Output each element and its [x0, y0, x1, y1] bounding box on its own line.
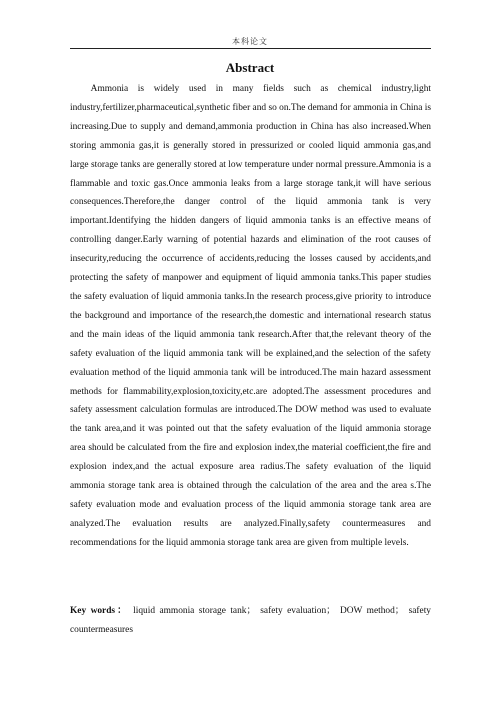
abstract-title: Abstract [225, 60, 275, 75]
header-rule [70, 48, 431, 49]
keywords-text: liquid ammonia storage tank； safety evaluation； DOW method； safety countermeasures [70, 606, 431, 635]
abstract-body [70, 80, 431, 553]
abstract-paragraph: Ammonia is widely used in many fields such as chemical industry,light industry,fertilizer,pharmaceutical,synthetic fiber and so on.The demand for ammonia in China is increasing.Due to supply and demand,ammonia production in China has also increased.When storing ammonia gas,it is generally stored in pressurized or cooled liquid ammonia gas,and large storage tanks are generally stored at low temperature under normal pressure.Ammonia is a flammable and toxic gas.Once ammonia leaks from a large storage tank,it will have serious consequences.Therefore,the danger control of the liquid ammonia tank is very important.Identifying the hidden dangers of liquid ammonia tanks is an effective means of controlling danger.Early warning of potential hazards and elimination of the root causes of insecurity,reducing the occurrence of accidents,reducing the losses caused by accidents,and protecting the safety of manpower and equipment of liquid ammonia tanks.This paper studies the safety evaluation of liquid ammonia tanks.In the research process,give priority to introduce the background and importance of the research,the domestic and international research status and the main ideas of the liquid ammonia tank research.After that,the relevant theory of the safety evaluation of the liquid ammonia tank will be explained,and the selection of the safety evaluation method of the liquid ammonia tank will be introduced.The main hazard assessment methods for flammability,explosion,toxicity,etc.are adopted.The assessment procedures and safety assessment calculation formulas are introduced.The DOW method was used to evaluate the tank area,and it was pointed out that the safety evaluation of the liquid ammonia storage area should be calculated from the fire and explosion index,the material coefficient,the fire and explosion index,and the actual exposure area radius.The safety evaluation of the liquid ammonia storage tank area is obtained through the calculation of the area and the area s.The safety evaluation mode and evaluation process of the liquid ammonia storage tank area are analyzed.The evaluation results are analyzed.Finally,safety countermeasures and recommendations for the liquid ammonia storage tank area are given from multiple levels. [70, 84, 431, 548]
running-header: 本科论文 [232, 37, 268, 46]
keywords-label: Key words： [70, 606, 129, 616]
keywords [70, 602, 431, 640]
